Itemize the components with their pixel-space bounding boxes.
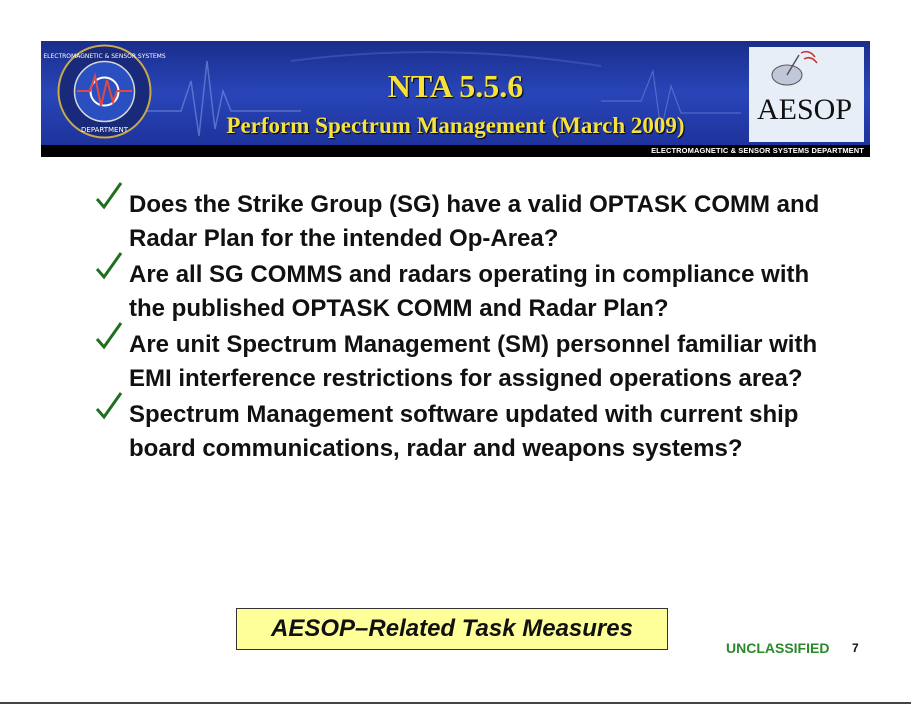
page-title: NTA 5.5.6 xyxy=(387,68,524,104)
logo-text: AESOP xyxy=(757,93,853,126)
bullet-list xyxy=(94,188,834,468)
checkmark-icon xyxy=(94,180,124,214)
page-subtitle: Perform Spectrum Management (March 2009) xyxy=(226,113,685,138)
checkmark-icon xyxy=(94,320,124,354)
checkmark-icon xyxy=(94,250,124,284)
aesop-logo xyxy=(749,47,864,142)
department-strip-label: ELECTROMAGNETIC & SENSOR SYSTEMS DEPARTMENT xyxy=(651,146,864,155)
list-item xyxy=(94,328,834,396)
list-item xyxy=(94,188,834,256)
bullet-text: Spectrum Management software updated with current ship board communications, radar and weapons systems? xyxy=(129,401,799,462)
task-measures-label: AESOP–Related Task Measures xyxy=(236,608,668,650)
seal-text-bottom: DEPARTMENT xyxy=(81,126,128,134)
seal-text-top: ELECTROMAGNETIC & SENSOR SYSTEMS xyxy=(43,53,166,60)
bottom-divider xyxy=(0,702,911,704)
header-banner xyxy=(41,41,870,157)
bullet-text: Are unit Spectrum Management (SM) personnel familiar with EMI interference restrictions for assigned operations area? xyxy=(129,331,818,392)
checkmark-icon xyxy=(94,390,124,424)
bullet-text: Does the Strike Group (SG) have a valid OPTASK COMM and Radar Plan for the intended Op-Area? xyxy=(129,191,820,252)
page-number: 7 xyxy=(852,641,859,655)
bullet-text: Are all SG COMMS and radars operating in compliance with the published OPTASK COMM and Radar Plan? xyxy=(129,261,810,322)
list-item xyxy=(94,258,834,326)
list-item xyxy=(94,398,834,466)
classification-label: UNCLASSIFIED xyxy=(726,640,830,656)
